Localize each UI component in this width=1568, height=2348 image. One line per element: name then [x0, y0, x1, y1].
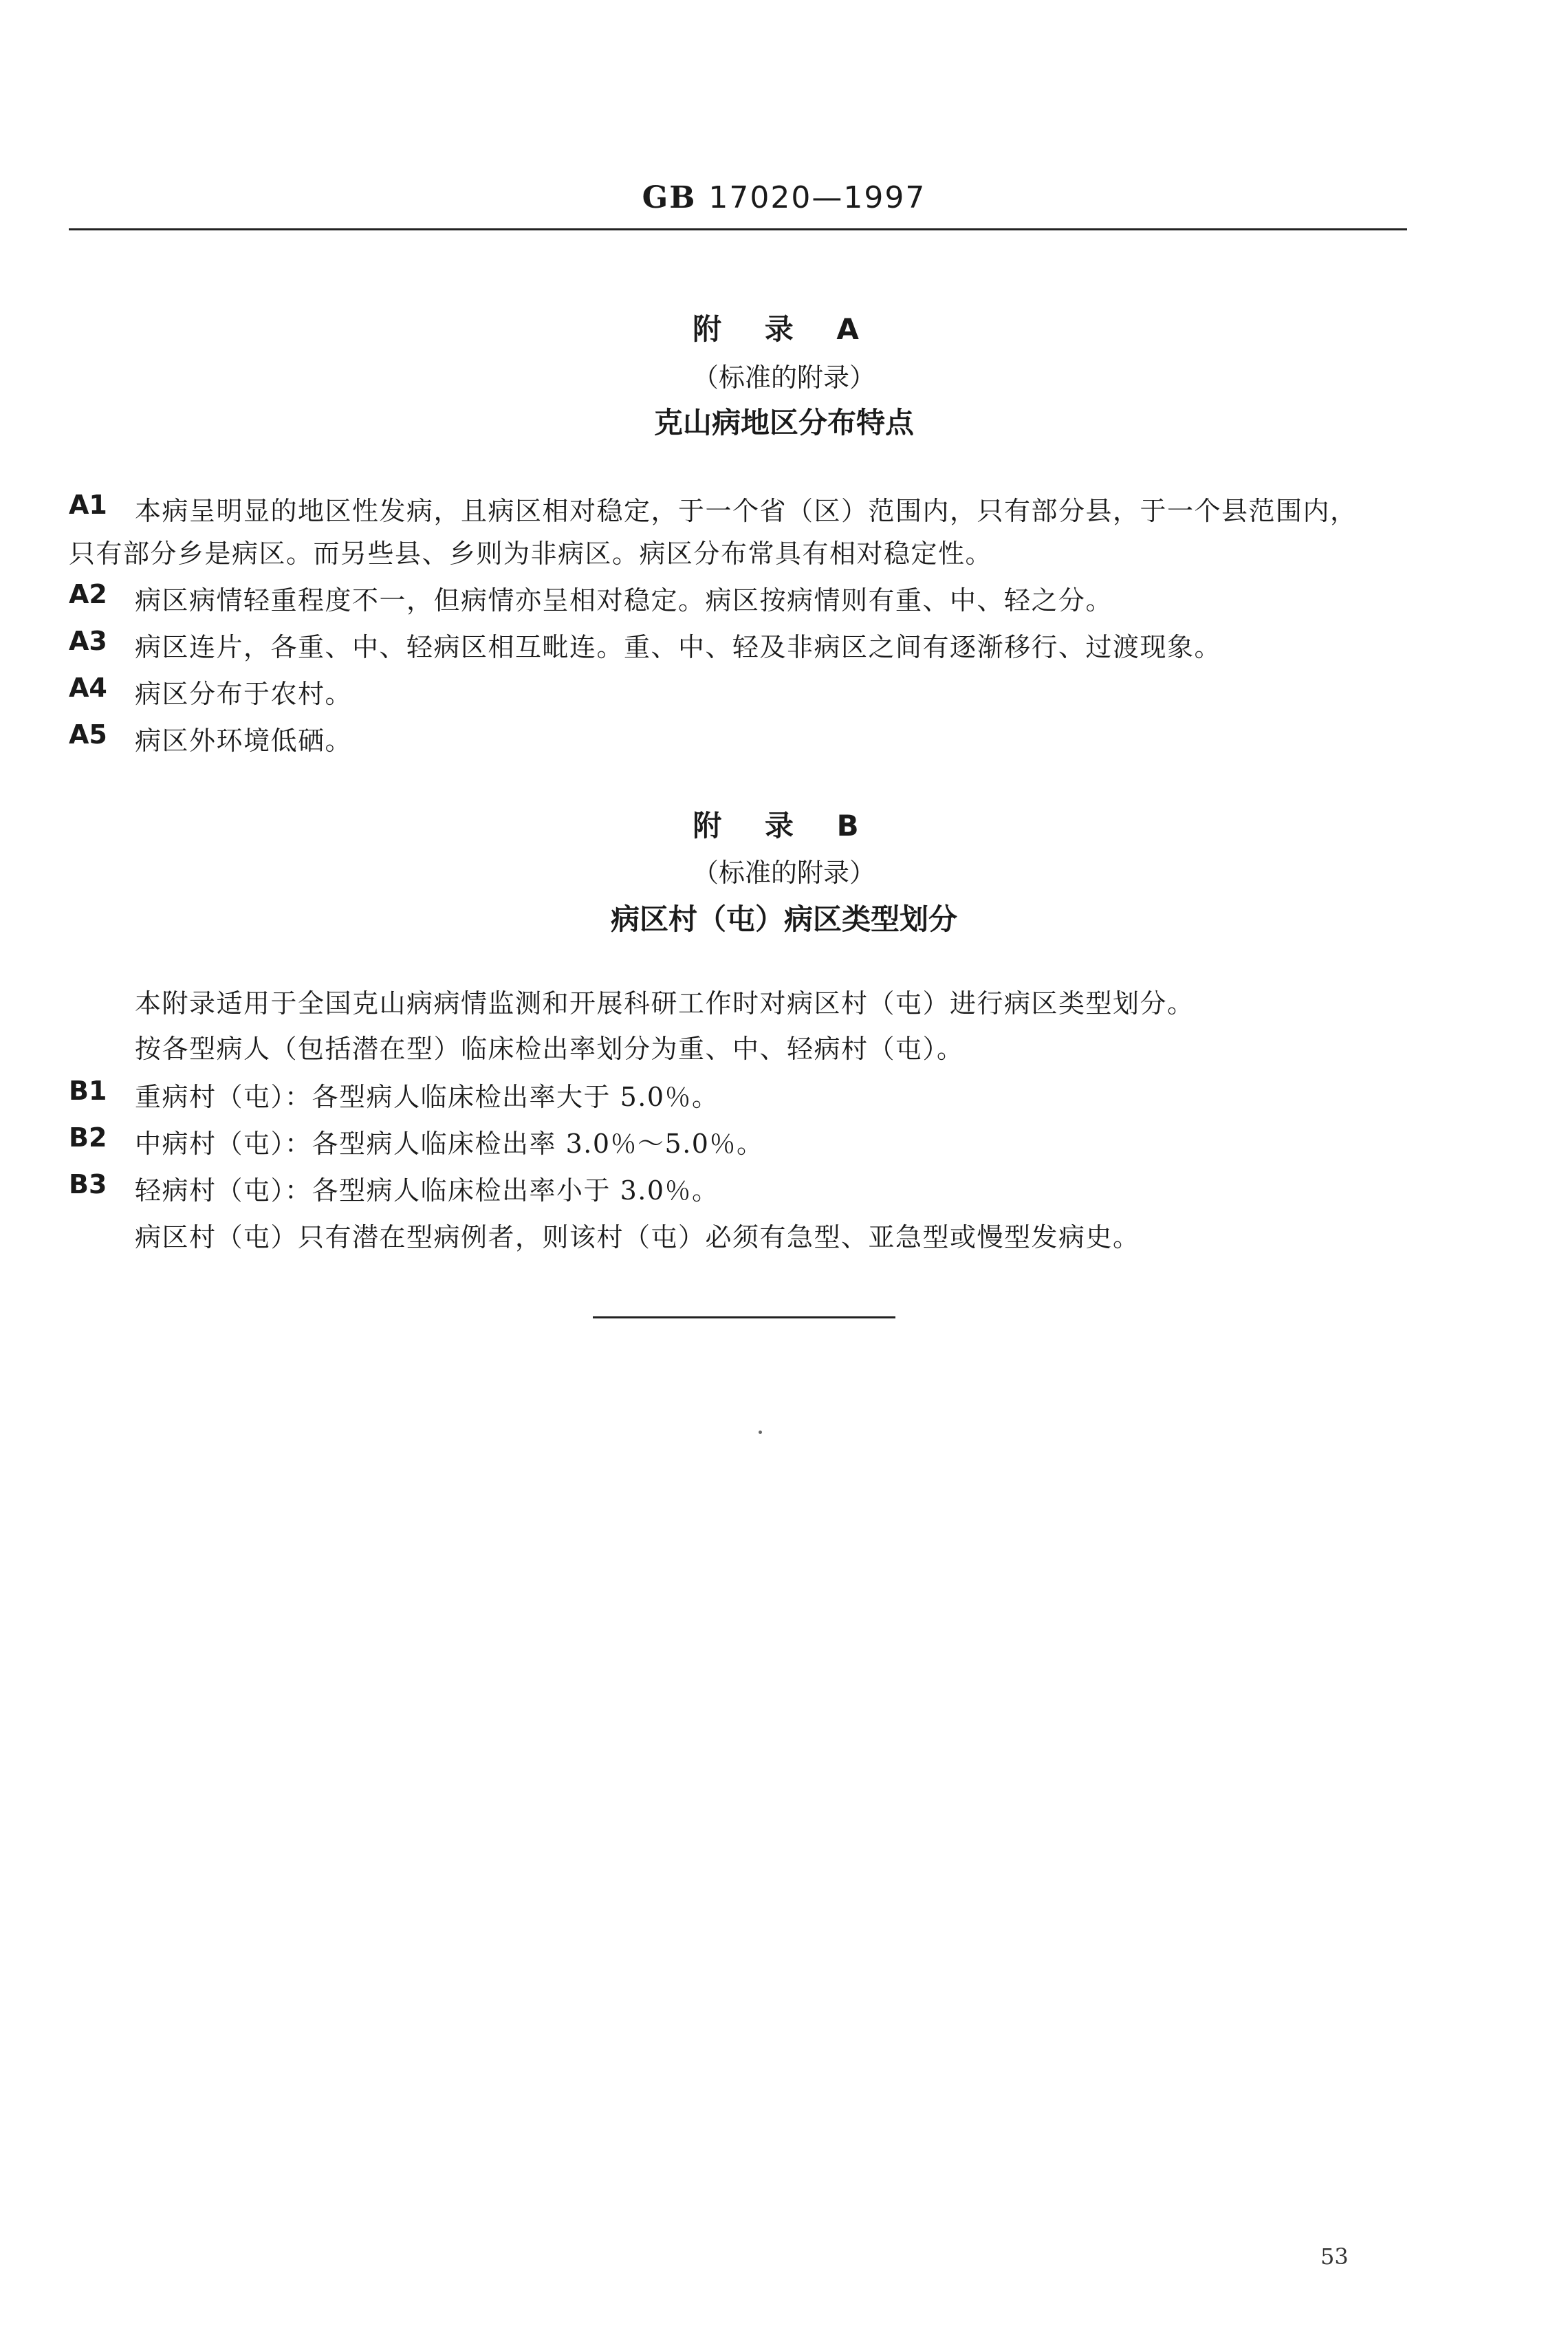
item-b3-text: 轻病村（屯）：各型病人临床检出率小于 3.0％。: [135, 1175, 719, 1206]
page-number: 53: [1320, 2243, 1349, 2270]
item-label-b3: B3: [69, 1169, 107, 1199]
item-a4-text: 病区分布于农村。: [135, 679, 353, 709]
appendix-b-intro-2: 按各型病人（包括潜在型）临床检出率划分为重、中、轻病村（屯）。: [135, 1034, 964, 1064]
page-header: [0, 180, 1568, 215]
item-label-b2: B2: [69, 1122, 107, 1153]
item-a2-text: 病区病情轻重程度不一，但病情亦呈相对稳定。病区按病情则有重、中、轻之分。: [135, 585, 1113, 616]
item-label-a3: A3: [69, 626, 107, 656]
item-label-a2: A2: [69, 579, 107, 609]
scan-speck: [759, 1431, 762, 1434]
item-b2-text: 中病村（屯）：各型病人临床检出率 3.0％～5.0％。: [135, 1129, 764, 1159]
appendix-b-closing: 病区村（屯）只有潜在型病例者，则该村（屯）必须有急型、亚急型或慢型发病史。: [135, 1222, 1140, 1252]
appendix-b-title: 附 录 B: [693, 809, 875, 843]
item-a5-text: 病区外环境低硒。: [135, 726, 353, 756]
appendix-b-intro-1: 本附录适用于全国克山病病情监测和开展科研工作时对病区村（屯）进行病区类型划分。: [135, 988, 1195, 1019]
item-b1-text: 重病村（屯）：各型病人临床检出率大于 5.0％。: [135, 1082, 719, 1112]
header-rule: [69, 228, 1407, 230]
appendix-a-heading: 克山病地区分布特点: [653, 406, 914, 439]
appendix-b-note: （标准的附录）: [692, 858, 875, 888]
appendix-a-note: （标准的附录）: [692, 362, 875, 393]
standard-prefix: GB: [642, 180, 697, 215]
item-label-b1: B1: [69, 1076, 107, 1106]
item-a1-line-1: 本病呈明显的地区性发病，且病区相对稳定，于一个省（区）范围内，只有部分县，于一个县范围内，: [135, 496, 1358, 526]
item-label-a5: A5: [69, 719, 107, 750]
appendix-a-title: 附 录 A: [693, 312, 875, 346]
item-label-a4: A4: [69, 673, 107, 703]
item-label-a1: A1: [69, 490, 107, 520]
end-rule: [593, 1316, 895, 1318]
item-a3-text: 病区连片，各重、中、轻病区相互毗连。重、中、轻及非病区之间有逐渐移行、过渡现象。: [135, 632, 1222, 662]
appendix-b-heading: 病区村（屯）病区类型划分: [610, 902, 957, 936]
standard-number: 17020—1997: [708, 180, 926, 215]
item-a1-line-2: 只有部分乡是病区。而另些县、乡则为非病区。病区分布常具有相对稳定性。: [69, 539, 993, 569]
